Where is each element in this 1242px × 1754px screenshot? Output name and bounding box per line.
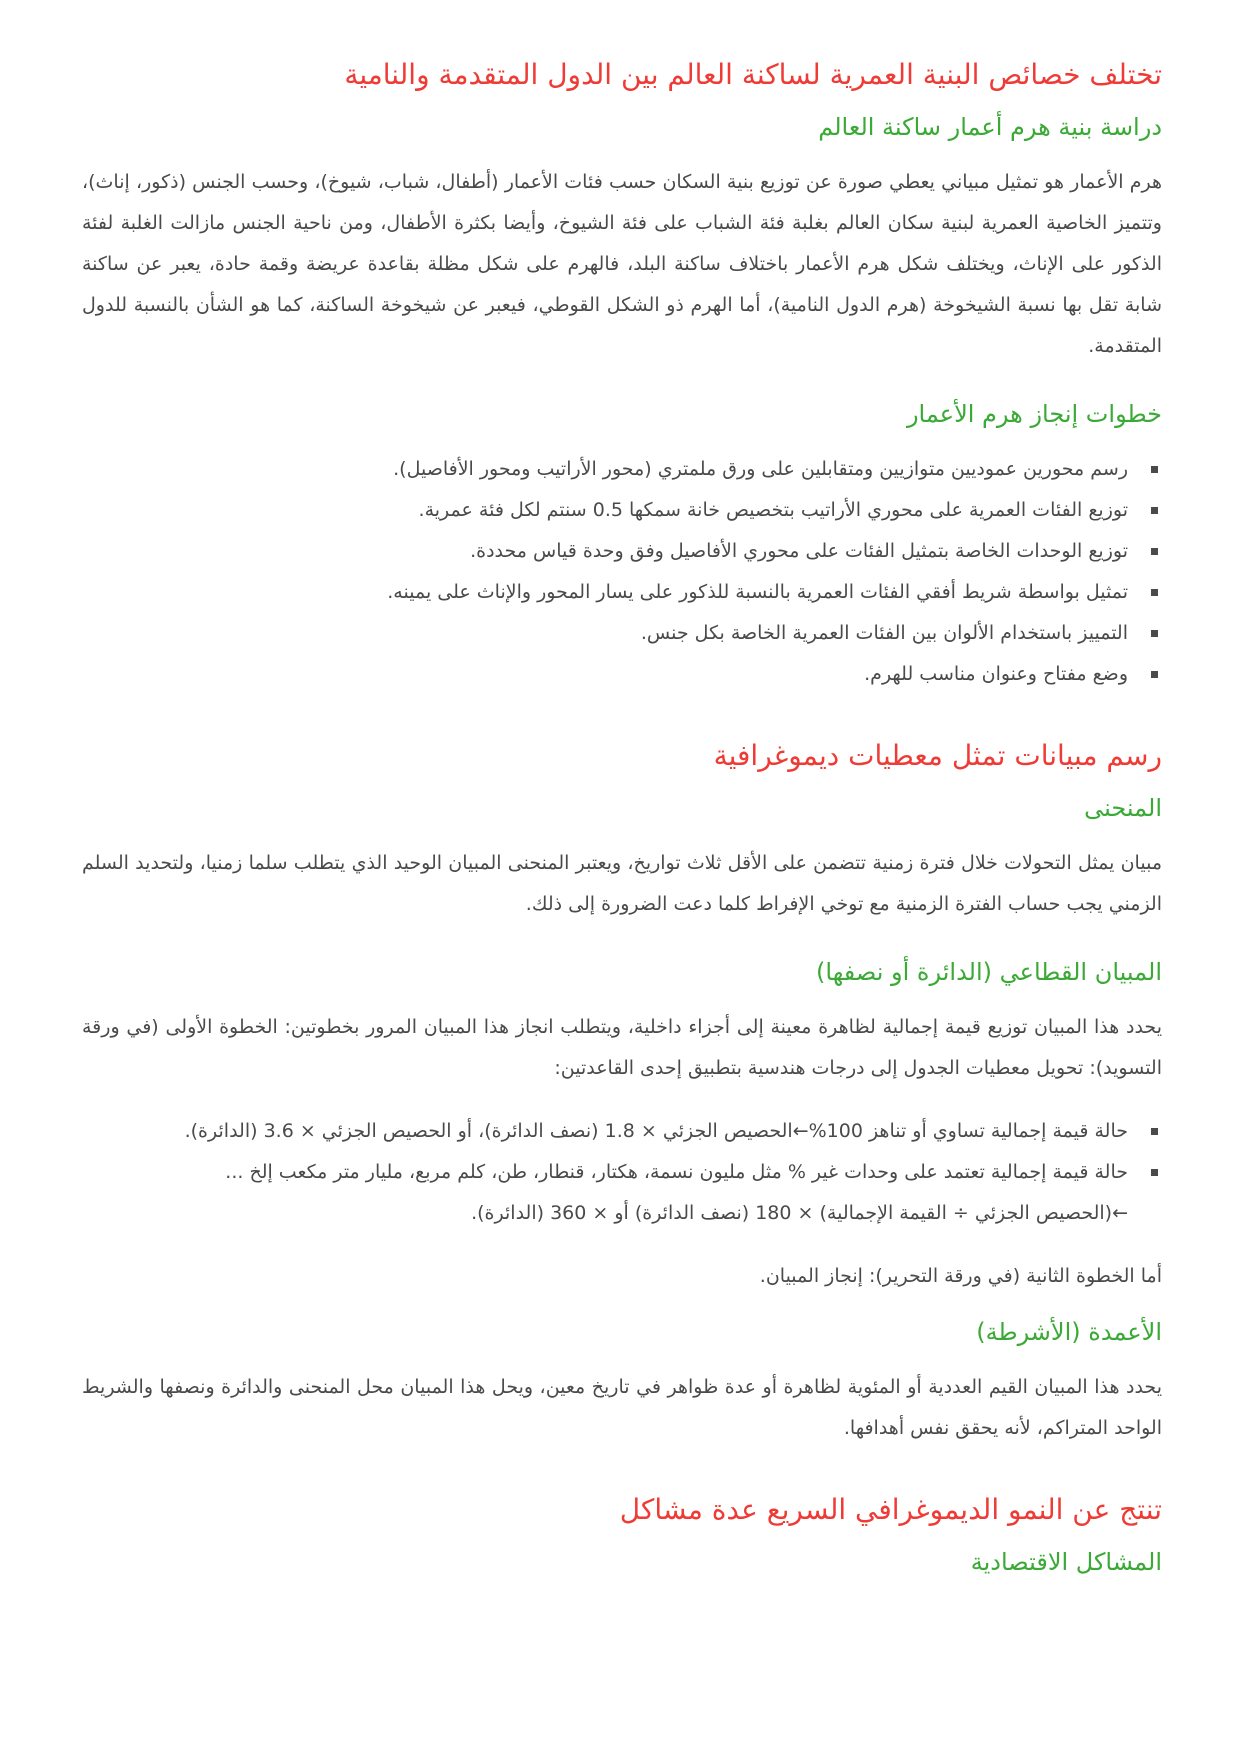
list-item: حالة قيمة إجمالية تساوي أو تناهز 100%←الحصيص الجزئي × 1.8 (نصف الدائرة)، أو الحصيص الجزئي × 3.6 (الدائرة). xyxy=(82,1111,1128,1152)
pie-rules-list xyxy=(82,1111,1162,1234)
list-item: توزيع الوحدات الخاصة بتمثيل الفئات على محوري الأفاصيل وفق وحدة قياس محددة. xyxy=(82,531,1128,572)
list-item: التمييز باستخدام الألوان بين الفئات العمرية الخاصة بكل جنس. xyxy=(82,613,1128,654)
paragraph-pie-chart: يحدد هذا المبيان توزيع قيمة إجمالية لظاهرة معينة إلى أجزاء داخلية، ويتطلب انجاز هذا المبيان المرور بخطوتين: الخطوة الأولى (في ورقة التسويد): تحويل معطيات الجدول إلى درجات هندسية بتطبيق إحدى القاعدتين: xyxy=(82,1016,1162,1079)
paragraph-bars: يحدد هذا المبيان القيم العددية أو المئوية لظاهرة أو عدة ظواهر في تاريخ معين، ويحل هذا المبيان محل المنحنى والدائرة ونصفها والشريط الواحد المتراكم، لأنه يحقق نفس أهدافها. xyxy=(82,1376,1162,1439)
subheading-pyramid-study: دراسة بنية هرم أعمار ساكنة العالم xyxy=(818,113,1162,141)
document-page xyxy=(82,48,1162,1587)
subheading-pie-chart: المبيان القطاعي (الدائرة أو نصفها) xyxy=(816,958,1162,986)
list-item: توزيع الفئات العمرية على محوري الأراتيب بتخصيص خانة سمكها 0.5 سنتم لكل فئة عمرية. xyxy=(82,490,1128,531)
section-title-growth-problems: تنتج عن النمو الديموغرافي السريع عدة مشاكل xyxy=(619,1493,1162,1526)
section-title-demographic-charts: رسم مبيانات تمثل معطيات ديموغرافية xyxy=(713,739,1162,772)
subheading-economic-problems: المشاكل الاقتصادية xyxy=(970,1548,1162,1576)
subheading-pyramid-steps: خطوات إنجاز هرم الأعمار xyxy=(906,400,1162,428)
bullet-icon xyxy=(1151,630,1158,637)
list-item: تمثيل بواسطة شريط أفقي الفئات العمرية بالنسبة للذكور على يسار المحور والإناث على يمينه. xyxy=(82,572,1128,613)
paragraph-second-step: أما الخطوة الثانية (في ورقة التحرير): إنجاز المبيان. xyxy=(759,1265,1162,1287)
section-title-age-structure: تختلف خصائص البنية العمرية لساكنة العالم بين الدول المتقدمة والنامية xyxy=(344,58,1162,91)
bullet-icon xyxy=(1151,548,1158,555)
bullet-icon xyxy=(1151,466,1158,473)
subheading-bars: الأعمدة (الأشرطة) xyxy=(976,1318,1162,1346)
list-item: حالة قيمة إجمالية تعتمد على وحدات غير % مثل مليون نسمة، هكتار، قنطار، طن، كلم مربع، مليار متر مكعب إلخ ... xyxy=(82,1152,1128,1193)
bullet-icon xyxy=(1151,1169,1158,1176)
bullet-icon xyxy=(1151,1128,1158,1135)
pyramid-steps-list xyxy=(82,449,1162,695)
subheading-curve: المنحنى xyxy=(1084,794,1162,822)
list-item: رسم محورين عموديين متوازيين ومتقابلين على ورق ملمتري (محور الأراتيب ومحور الأفاصيل). xyxy=(82,449,1128,490)
list-item-continuation: ←(الحصيص الجزئي ÷ القيمة الإجمالية) × 180 (نصف الدائرة) أو × 360 (الدائرة). xyxy=(471,1202,1128,1224)
list-item: وضع مفتاح وعنوان مناسب للهرم. xyxy=(82,654,1128,695)
bullet-icon xyxy=(1151,507,1158,514)
paragraph-curve: مبيان يمثل التحولات خلال فترة زمنية تتضمن على الأقل ثلاث تواريخ، ويعتبر المنحنى المبيان الوحيد الذي يتطلب سلما زمنيا، ولتحديد السلم الزمني يجب حساب الفترة الزمنية مع توخي الإفراط كلما دعت الضرورة إلى ذلك. xyxy=(82,852,1162,915)
bullet-icon xyxy=(1151,589,1158,596)
paragraph-pyramid-definition: هرم الأعمار هو تمثيل مبياني يعطي صورة عن توزيع بنية السكان حسب فئات الأعمار (أطفال، شباب، شيوخ)، وحسب الجنس (ذكور، إناث)، وتتميز الخاصية العمرية لبنية سكان العالم بغلبة فئة الشباب على فئة الشيوخ، وأيضا بكثرة الأطفال، ومن ناحية الجنس مازالت الغلبة لفئة الذكور على الإناث، ويختلف شكل هرم الأعمار باختلاف ساكنة البلد، فالهرم على شكل مظلة بقاعدة عريضة وقمة حادة، يعبر عن ساكنة شابة تقل بها نسبة الشيخوخة (هرم الدول النامية)، أما الهرم ذو الشكل القوطي، فيعبر عن شيخوخة الساكنة، كما هو الشأن بالنسبة للدول المتقدمة. xyxy=(82,171,1162,357)
bullet-icon xyxy=(1151,671,1158,678)
